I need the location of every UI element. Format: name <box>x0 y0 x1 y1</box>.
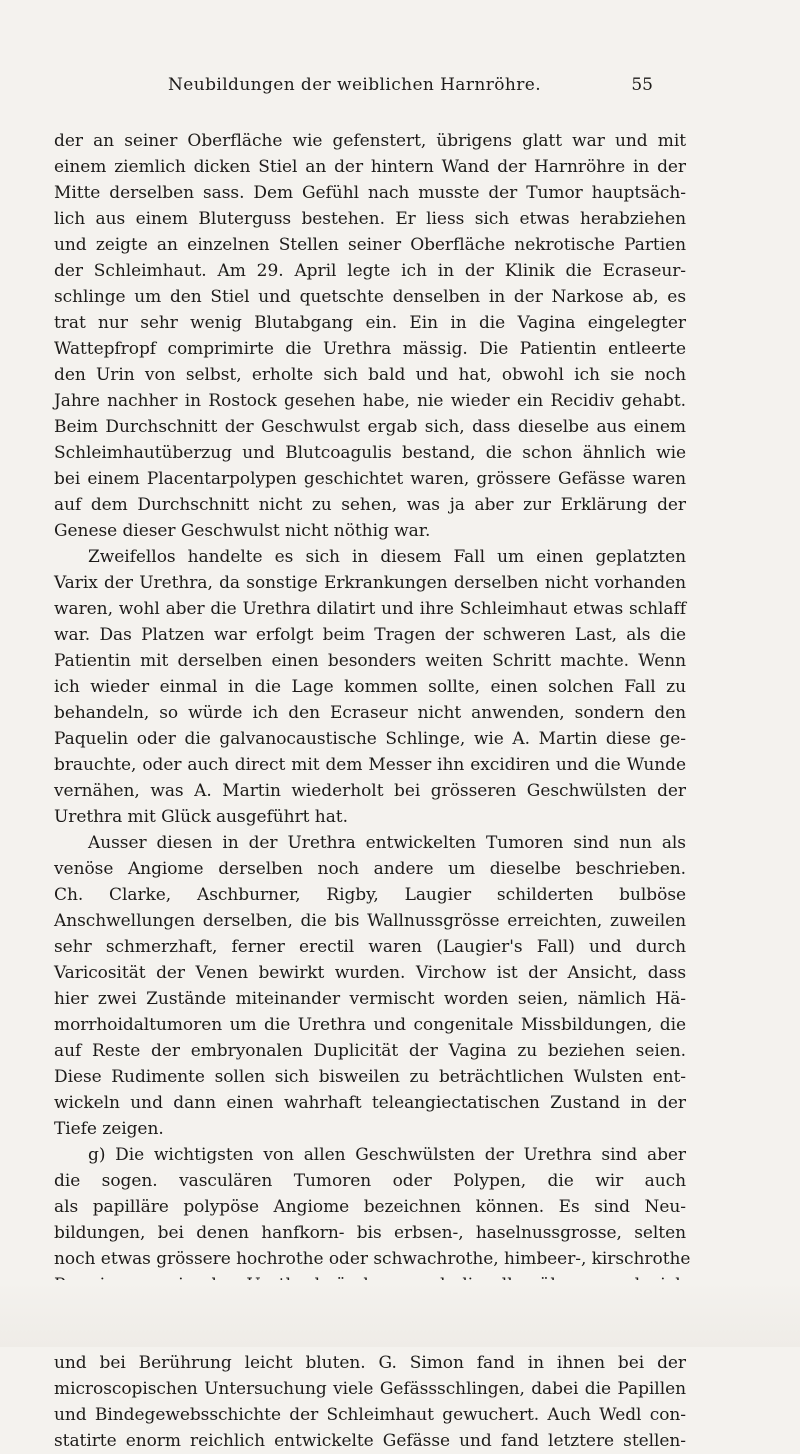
text-line: noch etwas grössere hochrothe oder schwachrothe, himbeer-, kirschrothe <box>54 1249 691 1269</box>
text-line: wickeln und dann einen wahrhaft teleangiectatischen Zustand in der <box>54 1093 686 1113</box>
text-line: Varicosität der Venen bewirkt wurden. Virchow ist der Ansicht, dass <box>54 963 686 983</box>
page-header <box>0 75 800 105</box>
text-line: und zeigte an einzelnen Stellen seiner Oberfläche nekrotische Partien <box>54 235 686 255</box>
text-line: Schleimhautüberzug und Blutcoagulis bestand, die schon ähnlich wie <box>54 443 686 463</box>
text-line: Varix der Urethra, da sonstige Erkrankungen derselben nicht vorhanden <box>54 573 686 593</box>
text-line: Ch. Clarke, Aschburner, Rigby, Laugier schilderten bulböse <box>54 885 686 905</box>
paragraph-start: Ausser diesen in der Urethra entwickelten Tumoren sind nun als <box>88 833 686 853</box>
text-line: behandeln, so würde ich den Ecraseur nicht anwenden, sondern den <box>54 703 686 723</box>
text-line: Wattepfropf comprimirte die Urethra mässig. Die Patientin entleerte <box>54 339 686 359</box>
text-line: Urethra mit Glück ausgeführt hat. <box>54 807 348 827</box>
text-line: vernähen, was A. Martin wiederholt bei grösseren Geschwülsten der <box>54 781 686 801</box>
text-line: Beim Durchschnitt der Geschwulst ergab sich, dass dieselbe aus einem <box>54 417 686 437</box>
running-head: Neubildungen der weiblichen Harnröhre. <box>168 75 542 95</box>
page-number: 55 <box>631 75 653 95</box>
text-line: microscopischen Untersuchung viele Gefässschlingen, dabei die Papillen <box>54 1379 686 1399</box>
text-line: Genese dieser Geschwulst nicht nöthig war. <box>54 521 431 541</box>
paragraph-start: Zweifellos handelte es sich in diesem Fall um einen geplatzten <box>88 547 686 567</box>
text-line: venöse Angiome derselben noch andere um dieselbe beschrieben. <box>54 859 686 879</box>
text-line: schlinge um den Stiel und quetschte denselben in der Narkose ab, es <box>54 287 686 307</box>
text-line: Diese Rudimente sollen sich bisweilen zu beträchtlichen Wulsten ent- <box>54 1067 686 1087</box>
text-line: auf dem Durchschnitt nicht zu sehen, was ja aber zur Erklärung der <box>54 495 686 515</box>
text-line: bildungen, bei denen hanfkorn- bis erbsen-, haselnussgrosse, selten <box>54 1223 686 1243</box>
text-line: Mitte derselben sass. Dem Gefühl nach musste der Tumor hauptsäch- <box>54 183 686 203</box>
text-line: Tiefe zeigen. <box>54 1119 164 1139</box>
text-line: Patientin mit derselben einen besonders weiten Schritt machte. Wenn <box>54 651 686 671</box>
text-line: der an seiner Oberfläche wie gefenstert, übrigens glatt war und mit <box>54 131 686 151</box>
text-line: auf Reste der embryonalen Duplicität der Vagina zu beziehen seien. <box>54 1041 686 1061</box>
text-line: brauchte, oder auch direct mit dem Messer ihn excidiren und die Wunde <box>54 755 686 775</box>
text-line: lich aus einem Bluterguss bestehen. Er liess sich etwas herabziehen <box>54 209 686 229</box>
text-line: hier zwei Zustände miteinander vermischt worden seien, nämlich Hä- <box>54 989 686 1009</box>
text-line: Anschwellungen derselben, die bis Wallnussgrösse erreichten, zuweilen <box>54 911 686 931</box>
text-line: als papilläre polypöse Angiome bezeichnen können. Es sind Neu- <box>54 1197 686 1217</box>
text-line: statirte enorm reichlich entwickelte Gefässe und fand letztere stellen- <box>54 1431 686 1451</box>
text-line: war. Das Platzen war erfolgt beim Tragen der schweren Last, als die <box>54 625 686 645</box>
text-line: der Schleimhaut. Am 29. April legte ich in der Klinik die Ecraseur- <box>54 261 686 281</box>
body-text <box>54 128 691 1454</box>
text-line: einem ziemlich dicken Stiel an der hintern Wand der Harnröhre in der <box>54 157 686 177</box>
text-line: Paquelin oder die galvanocaustische Schlinge, wie A. Martin diese ge- <box>54 729 686 749</box>
text-line: und Bindegewebsschichte der Schleimhaut gewuchert. Auch Wedl con- <box>54 1405 686 1425</box>
page-bottom-margin <box>0 1280 800 1347</box>
text-line: waren, wohl aber die Urethra dilatirt und ihre Schleimhaut etwas schlaff <box>54 599 686 619</box>
paragraph-start: g) Die wichtigsten von allen Geschwülsten der Urethra sind aber <box>88 1145 686 1165</box>
text-line: den Urin von selbst, erholte sich bald und hat, obwohl ich sie noch <box>54 365 686 385</box>
text-line: sehr schmerzhaft, ferner erectil waren (Laugier's Fall) und durch <box>54 937 686 957</box>
text-line: und bei Berührung leicht bluten. G. Simon fand in ihnen bei der <box>54 1353 686 1373</box>
text-line: die sogen. vasculären Tumoren oder Polypen, die wir auch <box>54 1171 686 1191</box>
text-line: bei einem Placentarpolypen geschichtet waren, grössere Gefässe waren <box>54 469 686 489</box>
text-line: ich wieder einmal in die Lage kommen sollte, einen solchen Fall zu <box>54 677 686 697</box>
text-line: Jahre nachher in Rostock gesehen habe, nie wieder ein Recidiv gehabt. <box>54 391 686 411</box>
text-line: morrhoidaltumoren um die Urethra und congenitale Missbildungen, die <box>54 1015 686 1035</box>
text-line: trat nur sehr wenig Blutabgang ein. Ein in die Vagina eingelegter <box>54 313 686 333</box>
